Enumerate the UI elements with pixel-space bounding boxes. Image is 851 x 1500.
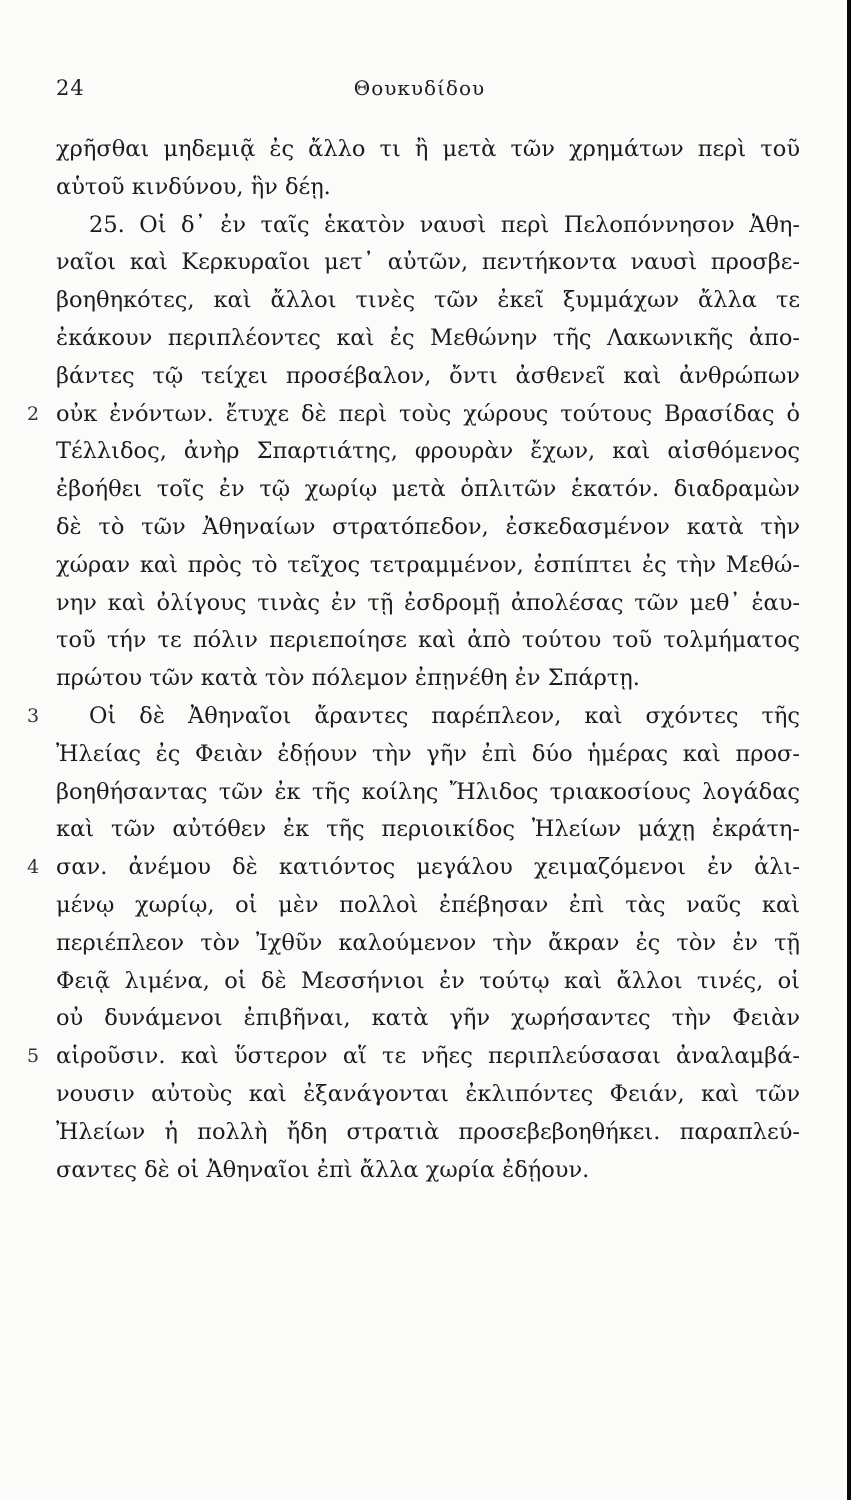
text-line [40,811,800,849]
text-line [40,131,800,169]
line-text: οὐκ ἐνόντων. ἔτυχε δὲ περὶ τοὺς χώρους τούτους Βρασίδας ὁ [56,400,800,427]
line-text: βοηθήσαντας τῶν ἐκ τῆς κοίλης Ἤλιδος τριακοσίους λογάδας [56,778,800,805]
section-number: 5 [27,1045,40,1068]
page-number: 24 [56,76,85,100]
line-text: αὑτοῦ κινδύνου, ἣν δέῃ. [56,173,331,200]
text-line [40,1114,800,1152]
line-text: δὲ τὸ τῶν Ἀθηναίων στρατόπεδον, ἐσκεδασμένον κατὰ τὴν [56,513,800,540]
line-text: νουσιν αὐτοὺς καὶ ἐξανάγονται ἐκλιπόντες Φειάν, καὶ τῶν [56,1080,800,1107]
text-line [40,207,800,245]
line-text: ναῖοι καὶ Κερκυραῖοι μετ᾽ αὐτῶν, πεντήκοντα ναυσὶ προσβε- [56,249,800,276]
text-line [40,433,800,471]
line-text: βάντες τῷ τείχει προσέβαλον, ὄντι ἀσθενεῖ καὶ ἀνθρώπων [56,362,800,389]
line-text: Ἠλείων ἡ πολλὴ ἤδη στρατιὰ προσεβεβοηθήκει. παραπλεύ- [56,1118,800,1145]
text-line [40,963,800,1001]
section-number: 4 [27,856,40,879]
line-text: 25. Οἱ δ᾽ ἐν ταῖς ἑκατὸν ναυσὶ περὶ Πελοπόννησον Ἀθη- [89,211,800,238]
line-text: Τέλλιδος, ἀνὴρ Σπαρτιάτης, φρουρὰν ἔχων, καὶ αἰσθόμενος [56,438,800,465]
line-text: Ἠλείας ἐς Φειὰν ἐδῄουν τὴν γῆν ἐπὶ δύο ἡμέρας καὶ προσ- [56,740,800,767]
line-text: μένῳ χωρίῳ, οἱ μὲν πολλοὶ ἐπέβησαν ἐπὶ τὰς ναῦς καὶ [56,891,800,918]
running-title: Θουκυδίδου [353,76,486,100]
text-line [40,320,800,358]
line-text: ἐβοήθει τοῖς ἐν τῷ χωρίῳ μετὰ ὁπλιτῶν ἑκατόν. διαδραμὼν [56,476,800,503]
text-line [40,925,800,963]
line-text: Φειᾷ λιμένα, οἱ δὲ Μεσσήνιοι ἐν τούτῳ καὶ ἄλλοι τινές, οἱ [56,967,800,994]
line-text: σαντες δὲ οἱ Ἀθηναῖοι ἐπὶ ἄλλα χωρία ἐδῄουν. [56,1156,590,1183]
line-text: πρώτου τῶν κατὰ τὸν πόλεμον ἐπῃνέθη ἐν Σπάρτῃ. [56,665,640,692]
line-text: σαν. ἀνέμου δὲ κατιόντος μεγάλου χειμαζόμενοι ἐν ἀλι- [56,854,800,881]
line-text: Οἱ δὲ Ἀθηναῖοι ἄραντες παρέπλεον, καὶ σχόντες τῆς [89,702,800,729]
line-text: καὶ τῶν αὐτόθεν ἐκ τῆς περιοικίδος Ἠλείων μάχῃ ἐκράτη- [56,816,800,843]
line-text: οὐ δυνάμενοι ἐπιβῆναι, κατὰ γῆν χωρήσαντες τὴν Φειὰν [56,1005,800,1032]
line-text: αἱροῦσιν. καὶ ὕστερον αἵ τε νῆες περιπλεύσασαι ἀναλαμβά- [56,1043,800,1070]
text-line [40,509,800,547]
text-line [40,660,800,698]
section-number: 2 [27,402,40,425]
text-line [27,396,800,434]
text-line [40,1152,800,1190]
text-line [40,774,800,812]
running-head [56,76,783,100]
text-line [27,698,800,736]
text-line [40,736,800,774]
text-line [27,849,800,887]
text-line [40,244,800,282]
text-line [40,547,800,585]
scan-edge-shadow [847,0,851,1500]
line-text: βοηθηκότες, καὶ ἄλλοι τινὲς τῶν ἐκεῖ ξυμμάχων ἄλλα τε [56,287,800,314]
line-text: τοῦ τήν τε πόλιν περιεποίησε καὶ ἀπὸ τούτου τοῦ τολμήματος [56,627,800,654]
text-line [27,1038,800,1076]
text-line [40,358,800,396]
text-line [40,887,800,925]
line-text: χρῆσθαι μηδεμιᾷ ἐς ἄλλο τι ἢ μετὰ τῶν χρημάτων περὶ τοῦ [56,136,800,162]
line-text: νην καὶ ὀλίγους τινὰς ἐν τῇ ἐσδρομῇ ἀπολέσας τῶν μεθ᾽ ἑαυ- [56,589,800,616]
text-line [40,622,800,660]
body-text [27,131,800,1189]
text-line [40,1000,800,1038]
text-line [40,585,800,623]
text-line [40,471,800,509]
section-number: 3 [27,704,40,727]
text-line [40,1076,800,1114]
line-text: ἐκάκουν περιπλέοντες καὶ ἐς Μεθώνην τῆς Λακωνικῆς ἀπο- [56,324,800,351]
line-text: περιέπλεον τὸν Ἰχθῦν καλούμενον τὴν ἄκραν ἐς τὸν ἐν τῇ [56,929,800,956]
text-line [40,169,800,207]
line-text: χώραν καὶ πρὸς τὸ τεῖχος τετραμμένον, ἐσπίπτει ἐς τὴν Μεθώ- [56,551,800,578]
text-line [40,282,800,320]
